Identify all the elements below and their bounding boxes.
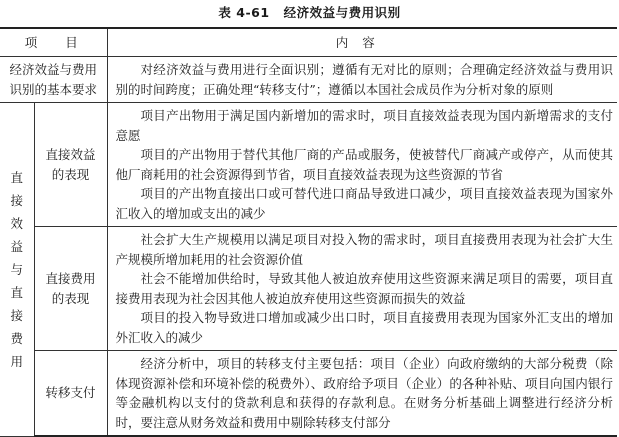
table-row-transfer-payment (0, 351, 617, 437)
table-title: 经济效益与费用识别 (283, 5, 401, 20)
paragraph: 社会不能增加供给时，导致其他人被迫放弃使用这些资源来满足项目的需要，项目直接费用表现为社会因其他人被迫放弃使用这些资源而损失的效益 (115, 271, 613, 306)
group-char: 益 (10, 238, 23, 254)
basic-requirements-label (0, 57, 107, 103)
basic-requirements-content (107, 57, 617, 103)
label-line: 直接费用 (45, 271, 96, 286)
transfer-payment-label: 转移支付 (34, 351, 107, 437)
table-caption (0, 3, 619, 21)
paragraph: 项目的产出物用于替代其他厂商的产品或服务，使被替代厂商减产或停产，从而使其他厂商耗用的社会资源得到节省，项目直接效益表现为这些资源的节省 (115, 147, 613, 182)
paragraph: 经济分析中，项目的转移支付主要包括：项目（企业）向政府缴纳的大部分税费（除体现资源补偿和环境补偿的税费外）、政府给予项目（企业）的各种补贴、项目向国内银行等金融机构以支付的贷款利息和获得的存款利息。在财务分析基础上调整进行经济分析时，要注意从财务效益和费用中剔除转移支付部分 (115, 356, 613, 430)
group-char: 直 (10, 169, 23, 185)
label-line: 直接效益 (45, 147, 96, 162)
table-row-basic-requirements (0, 57, 617, 103)
paragraph: 社会扩大生产规模用以满足项目对投入物的需求时，项目直接费用表现为社会扩大生产规模所增加耗用的社会资源价值 (115, 232, 613, 267)
direct-cost-content (107, 227, 617, 351)
group-char: 接 (10, 192, 23, 208)
table-row-direct-benefit (0, 103, 617, 227)
paragraph: 项目的产出物直接出口或可替代进口商品导致进口减少，项目直接效益表现为国家外汇收入的增加或支出的减少 (115, 186, 613, 221)
transfer-payment-content (107, 351, 617, 437)
group-char: 直 (10, 284, 23, 300)
identification-table (0, 27, 617, 437)
header-row (0, 28, 617, 57)
group-char: 接 (10, 307, 23, 323)
direct-cost-label (34, 227, 107, 351)
group-char: 与 (10, 261, 23, 277)
label-line: 的表现 (51, 166, 90, 182)
paragraph: 对经济效益与费用进行全面识别；遵循有无对比的原则；合理确定经济效益与费用识别的时间跨度；正确处理“转移支付”；遵循以本国社会成员作为分析对象的原则 (115, 62, 613, 97)
group-char: 费 (10, 330, 23, 346)
group-char: 效 (10, 215, 23, 231)
table-number: 表 4-61 (218, 5, 270, 20)
header-item: 项目 (0, 28, 107, 57)
label-line: 经济效益与费用 (9, 62, 98, 77)
table-row-direct-cost (0, 227, 617, 351)
label-line: 的表现 (51, 290, 90, 306)
paragraph: 项目产出物用于满足国内新增加的需求时，项目直接效益表现为国内新增需求的支付意愿 (115, 108, 613, 143)
direct-benefit-label (34, 103, 107, 227)
group-char: 用 (10, 353, 23, 369)
group-label-direct-benefit-and-cost (0, 103, 34, 437)
label-line: 识别的基本要求 (9, 81, 98, 97)
direct-benefit-content (107, 103, 617, 227)
paragraph: 项目的投入物导致进口增加或减少出口时，项目直接费用表现为国家外汇支出的增加外汇收入的减少 (115, 310, 613, 345)
header-content: 内容 (107, 28, 617, 57)
